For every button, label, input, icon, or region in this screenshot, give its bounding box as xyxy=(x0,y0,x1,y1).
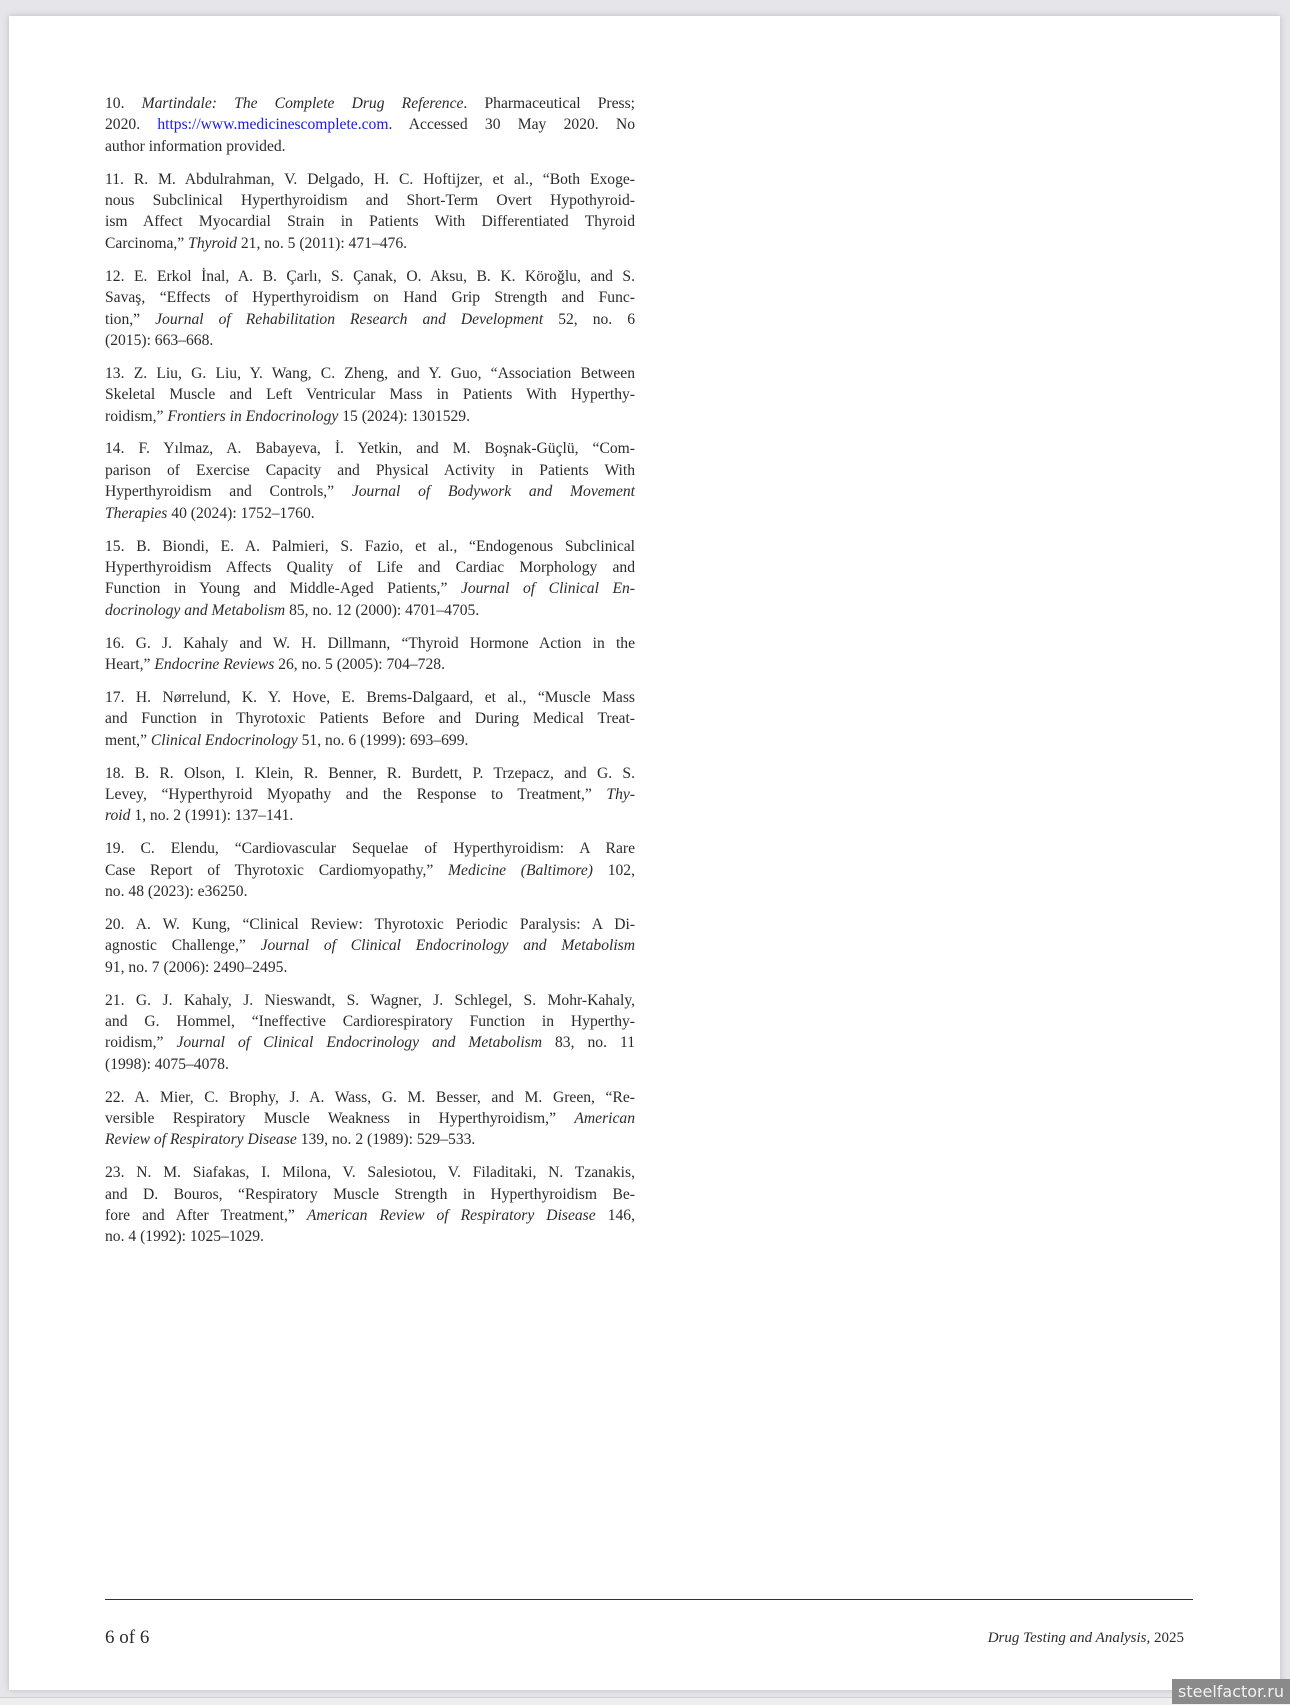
reference-line xyxy=(105,1054,635,1075)
reference-italic-text: docrinology and Metabolism xyxy=(105,601,286,619)
reference-line xyxy=(105,536,635,557)
reference-line xyxy=(105,600,635,621)
reference-text: 17. H. Nørrelund, K. Y. Hove, E. Brems-Dalgaard, et al., “Muscle Mass xyxy=(105,688,635,706)
reference-text: . Pharmaceutical Press; xyxy=(463,95,635,112)
reference-item xyxy=(105,1087,635,1151)
reference-text: 83, no. 11 xyxy=(542,1034,635,1052)
reference-text: 85, no. 12 (2000): 4701–4705. xyxy=(285,601,480,619)
reference-italic-text: Review of Respiratory Disease xyxy=(105,1131,297,1149)
reference-text: Heart,” xyxy=(105,655,155,673)
page-number: 6 of 6 xyxy=(105,1627,150,1648)
reference-text: 15 (2024): 1301529. xyxy=(338,407,470,425)
reference-item xyxy=(105,536,635,622)
reference-text: 40 (2024): 1752–1760. xyxy=(167,504,315,522)
reference-line xyxy=(105,763,635,784)
reference-text: Case Report of Thyrotoxic Cardiomyopathy,” xyxy=(105,861,449,879)
reference-text: Levey, “Hyperthyroid Myopathy and the Response to Treatment,” xyxy=(105,785,607,803)
reference-italic-text: roid xyxy=(105,807,131,825)
reference-italic-text: American Review of Respiratory Disease xyxy=(306,1207,596,1225)
reference-line xyxy=(105,266,635,287)
reference-text: 18. B. R. Olson, I. Klein, R. Benner, R. Burdett, P. Trzepacz, and G. S. xyxy=(105,764,635,782)
reference-line xyxy=(105,384,635,405)
reference-italic-text: Martindale: The Complete Drug Reference xyxy=(141,95,464,112)
reference-text: author information provided. xyxy=(105,137,286,155)
reference-italic-text: Thy- xyxy=(606,785,635,803)
reference-item xyxy=(105,633,635,676)
reference-line xyxy=(105,1087,635,1108)
reference-text: Function in Young and Middle-Aged Patients,” xyxy=(105,580,461,598)
reference-text: roidism,” xyxy=(105,1034,177,1052)
reference-list xyxy=(105,93,635,1259)
reference-line xyxy=(105,363,635,384)
reference-text: 21. G. J. Kahaly, J. Nieswandt, S. Wagner, J. Schlegel, S. Mohr-Kahaly, xyxy=(105,991,635,1009)
reference-text: 139, no. 2 (1989): 529–533. xyxy=(296,1131,476,1149)
reference-line xyxy=(105,503,635,524)
reference-italic-text: Journal of Bodywork and Movement xyxy=(351,483,635,501)
reference-line xyxy=(105,93,635,114)
reference-line xyxy=(105,860,635,881)
reference-line xyxy=(105,805,635,826)
reference-line xyxy=(105,233,635,254)
reference-line xyxy=(105,1129,635,1150)
reference-item xyxy=(105,990,635,1076)
reference-text: 22. A. Mier, C. Brophy, J. A. Wass, G. M. Besser, and M. Green, “Re- xyxy=(105,1088,635,1106)
reference-text: 26, no. 5 (2005): 704–728. xyxy=(274,655,445,673)
reference-line xyxy=(105,1011,635,1032)
reference-text: ment,” xyxy=(105,731,151,749)
reference-line xyxy=(105,1184,635,1205)
reference-italic-text: American xyxy=(574,1110,635,1128)
reference-line xyxy=(105,1032,635,1053)
reference-line xyxy=(105,557,635,578)
reference-text: versible Respiratory Muscle Weakness in Hyperthyroidism,” xyxy=(105,1110,575,1128)
document-page xyxy=(9,16,1280,1690)
reference-text: no. 48 (2023): e36250. xyxy=(105,883,248,900)
reference-italic-text: Endocrine Reviews xyxy=(154,655,275,673)
reference-item xyxy=(105,438,635,524)
reference-line xyxy=(105,481,635,502)
reference-text: 2020. xyxy=(105,116,158,134)
reference-line xyxy=(105,784,635,805)
reference-line xyxy=(105,1226,635,1247)
reference-line xyxy=(105,708,635,729)
reference-text: Hyperthyroidism and Controls,” xyxy=(105,483,352,501)
reference-line xyxy=(105,169,635,190)
reference-text: nous Subclinical Hyperthyroidism and Short-Term Overt Hypothyroid- xyxy=(105,192,635,210)
reference-item xyxy=(105,914,635,978)
reference-item xyxy=(105,266,635,352)
reference-text: Savaş, “Effects of Hyperthyroidism on Hand Grip Strength and Func- xyxy=(105,289,635,307)
reference-line xyxy=(105,1162,635,1183)
reference-line xyxy=(105,838,635,859)
reference-line xyxy=(105,330,635,351)
reference-text: 20. A. W. Kung, “Clinical Review: Thyrotoxic Periodic Paralysis: A Di- xyxy=(105,915,635,933)
reference-line xyxy=(105,957,635,978)
reference-text: Skeletal Muscle and Left Ventricular Mass in Patients With Hyperthy- xyxy=(105,386,635,404)
reference-text: agnostic Challenge,” xyxy=(105,937,261,955)
reference-text: tion,” xyxy=(105,310,156,328)
reference-text: 146, xyxy=(595,1207,635,1225)
reference-line xyxy=(105,309,635,330)
journal-footer xyxy=(988,1630,1184,1647)
reference-text: 10. xyxy=(105,95,142,112)
reference-line xyxy=(105,990,635,1011)
reference-italic-text: Medicine (Baltimore) xyxy=(448,861,593,879)
reference-link[interactable]: https://www.medicinescomplete.com xyxy=(157,116,389,134)
reference-line xyxy=(105,654,635,675)
reference-text: ism Affect Myocardial Strain in Patients With Differentiated Thyroid xyxy=(105,213,635,231)
reference-line xyxy=(105,211,635,232)
reference-line xyxy=(105,287,635,308)
reference-text: 11. R. M. Abdulrahman, V. Delgado, H. C. Hoftijzer, et al., “Both Exoge- xyxy=(105,170,635,188)
reference-line xyxy=(105,114,635,135)
reference-text: 16. G. J. Kahaly and W. H. Dillmann, “Thyroid Hormone Action in the xyxy=(105,634,635,652)
reference-italic-text: Journal of Clinical En- xyxy=(460,580,635,598)
reference-line xyxy=(105,914,635,935)
reference-item xyxy=(105,763,635,827)
reference-text: 1, no. 2 (1991): 137–141. xyxy=(130,807,294,825)
reference-line xyxy=(105,730,635,751)
reference-text: Carcinoma,” xyxy=(105,234,189,252)
reference-text: 52, no. 6 xyxy=(543,310,635,328)
reference-text: and G. Hommel, “Ineffective Cardiorespiratory Function in Hyperthy- xyxy=(105,1012,635,1030)
reference-italic-text: Journal of Clinical Endocrinology and Metabolism xyxy=(260,937,635,955)
reference-text: 12. E. Erkol İnal, A. B. Çarlı, S. Çanak, O. Aksu, B. K. Köroğlu, and S. xyxy=(105,267,635,285)
reference-italic-text: Journal of Rehabilitation Research and Development xyxy=(155,310,544,328)
footer-divider xyxy=(105,1599,1193,1600)
reference-text: 102, xyxy=(592,861,635,879)
reference-line xyxy=(105,1108,635,1129)
reference-text: and D. Bouros, “Respiratory Muscle Strength in Hyperthyroidism Be- xyxy=(105,1185,635,1203)
reference-line xyxy=(105,578,635,599)
reference-text: 15. B. Biondi, E. A. Palmieri, S. Fazio, et al., “Endogenous Subclinical xyxy=(105,537,635,555)
reference-line xyxy=(105,406,635,427)
reference-item xyxy=(105,169,635,255)
journal-year: 2025 xyxy=(1154,1630,1184,1646)
reference-text: 14. F. Yılmaz, A. Babayeva, İ. Yetkin, and M. Boşnak-Güçlü, “Com- xyxy=(105,440,635,458)
reference-text: no. 4 (1992): 1025–1029. xyxy=(105,1228,264,1246)
reference-line xyxy=(105,1205,635,1226)
reference-text: fore and After Treatment,” xyxy=(105,1207,307,1225)
journal-name: Drug Testing and Analysis, xyxy=(987,1630,1151,1646)
reference-line xyxy=(105,633,635,654)
reference-text: and Function in Thyrotoxic Patients Before and During Medical Treat- xyxy=(105,710,635,728)
reference-text: 23. N. M. Siafakas, I. Milona, V. Salesiotou, V. Filaditaki, N. Tzanakis, xyxy=(105,1164,635,1182)
reference-line xyxy=(105,935,635,956)
reference-item xyxy=(105,687,635,751)
reference-text: (2015): 663–668. xyxy=(105,331,214,349)
reference-line xyxy=(105,881,635,902)
watermark: steelfactor.ru xyxy=(1172,1679,1290,1704)
reference-item xyxy=(105,1162,635,1248)
reference-italic-text: Frontiers in Endocrinology xyxy=(167,407,339,425)
reference-line xyxy=(105,190,635,211)
reference-text: Hyperthyroidism Affects Quality of Life and Cardiac Morphology and xyxy=(105,558,635,576)
reference-line xyxy=(105,438,635,459)
reference-text: 51, no. 6 (1999): 693–699. xyxy=(297,731,469,749)
reference-italic-text: Thyroid xyxy=(188,234,237,252)
reference-item xyxy=(105,838,635,902)
reference-item xyxy=(105,93,635,157)
reference-text: 21, no. 5 (2011): 471–476. xyxy=(236,234,408,252)
reference-text: parison of Exercise Capacity and Physical Activity in Patients With xyxy=(105,461,635,479)
reference-text: 13. Z. Liu, G. Liu, Y. Wang, C. Zheng, and Y. Guo, “Association Between xyxy=(105,364,635,382)
reference-text: 19. C. Elendu, “Cardiovascular Sequelae of Hyperthyroidism: A Rare xyxy=(105,840,635,858)
reference-italic-text: Journal of Clinical Endocrinology and Metabolism xyxy=(176,1034,543,1052)
reference-line xyxy=(105,687,635,708)
reference-italic-text: Clinical Endocrinology xyxy=(150,731,298,749)
reference-line xyxy=(105,460,635,481)
reference-text: roidism,” xyxy=(105,407,168,425)
reference-text: 91, no. 7 (2006): 2490–2495. xyxy=(105,958,288,976)
reference-item xyxy=(105,363,635,427)
reference-line xyxy=(105,136,635,157)
reference-text: . Accessed 30 May 2020. No xyxy=(388,116,635,134)
reference-italic-text: Therapies xyxy=(105,504,168,522)
reference-text: (1998): 4075–4078. xyxy=(105,1055,229,1073)
